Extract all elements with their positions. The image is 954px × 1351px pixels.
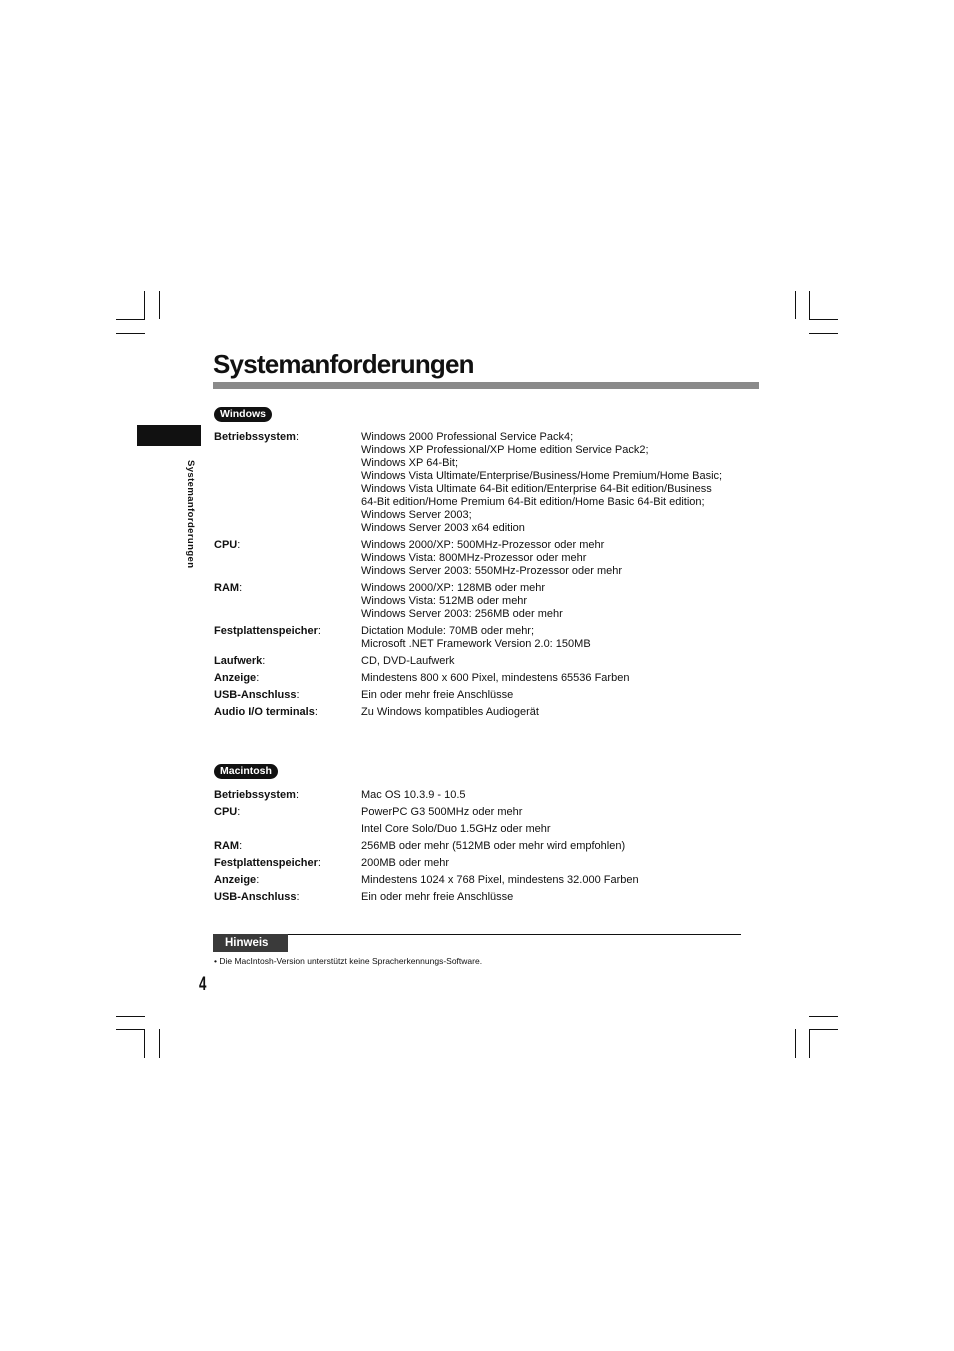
spec-value-line: Windows XP 64-Bit; — [361, 457, 459, 469]
spec-row — [214, 582, 754, 621]
spec-value-line: Mac OS 10.3.9 - 10.5 — [361, 789, 466, 801]
spec-value-line: Zu Windows kompatibles Audiogerät — [361, 706, 539, 718]
spec-value-line: Windows Server 2003 x64 edition — [361, 522, 525, 534]
spec-value-line: Windows 2000 Professional Service Pack4; — [361, 431, 574, 443]
spec-value-line: CD, DVD-Laufwerk — [361, 655, 455, 667]
spec-value — [361, 806, 551, 836]
spec-row — [214, 806, 754, 836]
spec-label: Audio I/O terminals: — [214, 706, 318, 718]
note-heading: Hinweis — [213, 934, 288, 952]
note-item — [214, 956, 482, 966]
spec-value-line: Windows XP Professional/XP Home edition Service Pack2; — [361, 444, 649, 456]
spec-value — [361, 857, 449, 870]
spec-value — [361, 625, 591, 651]
spec-value-line: Windows Server 2003: 256MB oder mehr — [361, 608, 563, 620]
spec-row — [214, 689, 754, 702]
spec-value — [361, 891, 513, 904]
spec-label: Festplattenspeicher: — [214, 857, 321, 869]
title-underline — [213, 382, 759, 389]
spec-label: USB-Anschluss: — [214, 891, 300, 903]
spec-row — [214, 706, 754, 719]
spec-row — [214, 625, 754, 651]
page-number: 4 — [199, 974, 207, 995]
spec-value-line: Windows Server 2003; — [361, 509, 472, 521]
spec-value — [361, 789, 466, 802]
spec-label: Laufwerk: — [214, 655, 266, 667]
spec-value-line: Mindestens 800 x 600 Pixel, mindestens 65536 Farben — [361, 672, 630, 684]
bullet: • — [214, 956, 217, 966]
spec-row — [214, 789, 754, 802]
spec-value — [361, 431, 722, 535]
spec-value-line: Windows 2000/XP: 128MB oder mehr — [361, 582, 546, 594]
spec-value-line: Windows 2000/XP: 500MHz-Prozessor oder mehr — [361, 539, 605, 551]
spec-value-line: 256MB oder mehr (512MB oder mehr wird empfohlen) — [361, 840, 626, 852]
spec-row — [214, 857, 754, 870]
spec-value-line: Ein oder mehr freie Anschlüsse — [361, 891, 514, 903]
spec-label: Festplattenspeicher: — [214, 625, 321, 637]
spec-value-line: Intel Core Solo/Duo 1.5GHz oder mehr — [361, 823, 551, 835]
spec-row — [214, 891, 754, 904]
spec-value — [361, 582, 563, 621]
spec-value-line: Windows Server 2003: 550MHz-Prozessor oder mehr — [361, 565, 623, 577]
note-text: Die MacIntosh-Version unterstützt keine Spracherkennungs-Software. — [219, 956, 483, 966]
side-section-label: Systemanforderungen — [185, 460, 196, 569]
spec-value-line: Windows Vista: 512MB oder mehr — [361, 595, 528, 607]
spec-value-line: 64-Bit edition/Home Premium 64-Bit edition/Home Basic 64-Bit edition; — [361, 496, 705, 508]
spec-value-line: Windows Vista Ultimate/Enterprise/Business/Home Premium/Home Basic; — [361, 470, 723, 482]
spec-label: Betriebssystem: — [214, 431, 299, 443]
spec-value — [361, 706, 539, 719]
spec-row — [214, 655, 754, 668]
spec-value — [361, 840, 625, 853]
spec-value — [361, 874, 639, 887]
spec-value-line: Windows Vista Ultimate 64-Bit edition/Enterprise 64-Bit edition/Business — [361, 483, 712, 495]
spec-row — [214, 672, 754, 685]
spec-label: RAM: — [214, 582, 243, 594]
spec-row — [214, 431, 754, 535]
spec-row — [214, 840, 754, 853]
spec-row — [214, 539, 754, 578]
spec-value-line: Mindestens 1024 x 768 Pixel, mindestens 32.000 Farben — [361, 874, 639, 886]
macintosh-spec-table — [214, 789, 754, 904]
spec-value-line: Windows Vista: 800MHz-Prozessor oder mehr — [361, 552, 587, 564]
spec-value-line: Dictation Module: 70MB oder mehr; — [361, 625, 535, 637]
spec-label: RAM: — [214, 840, 243, 852]
spec-value-line: 200MB oder mehr — [361, 857, 450, 869]
spec-value — [361, 539, 622, 578]
spec-value-line: PowerPC G3 500MHz oder mehr — [361, 806, 523, 818]
spec-value — [361, 672, 629, 685]
spec-value-line: Ein oder mehr freie Anschlüsse — [361, 689, 514, 701]
spec-label: Anzeige: — [214, 874, 260, 886]
spec-row — [214, 874, 754, 887]
windows-badge: Windows — [214, 407, 272, 422]
note-divider — [213, 934, 741, 935]
page-title: Systemanforderungen — [213, 349, 474, 379]
macintosh-badge: Macintosh — [214, 764, 278, 779]
spec-label: USB-Anschluss: — [214, 689, 300, 701]
spec-label: Betriebssystem: — [214, 789, 299, 801]
section-tab — [137, 425, 201, 446]
spec-value — [361, 655, 455, 668]
spec-label: CPU: — [214, 539, 241, 551]
windows-spec-table — [214, 431, 754, 719]
spec-label: CPU: — [214, 806, 241, 818]
spec-value-line: Microsoft .NET Framework Version 2.0: 150MB — [361, 638, 591, 650]
spec-label: Anzeige: — [214, 672, 260, 684]
spec-value — [361, 689, 513, 702]
